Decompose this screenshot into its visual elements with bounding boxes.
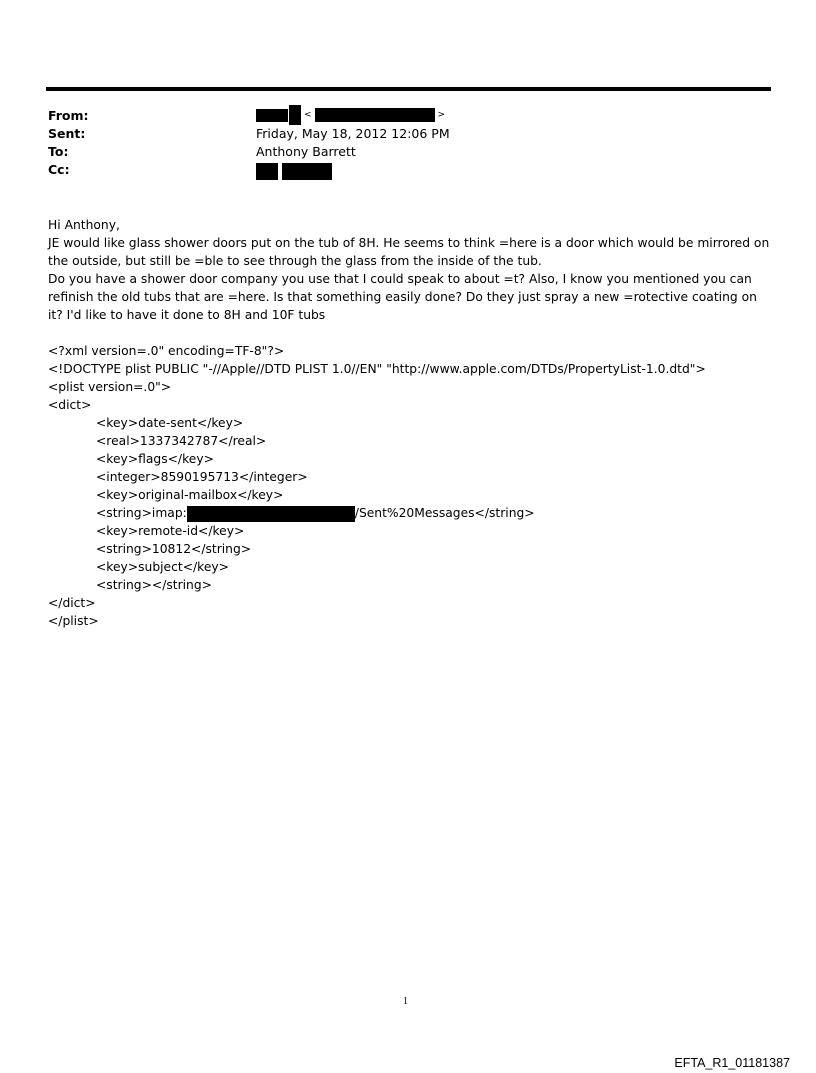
- plist-entry: <string></string>: [96, 578, 212, 592]
- to-label: To:: [48, 144, 69, 159]
- plist-doctype: <!DOCTYPE plist PUBLIC "-//Apple//DTD PLIST 1.0//EN" "http://www.apple.com/DTDs/PropertyList-1.0.dtd">: [48, 362, 706, 376]
- plist-entry: <string>10812</string>: [96, 542, 252, 556]
- plist-entry: <key>subject</key>: [96, 560, 229, 574]
- plist-entry: <key>original-mailbox</key>: [96, 488, 284, 502]
- bates-number: EFTA_R1_01181387: [674, 1056, 790, 1070]
- plist-entry: <key>remote-id</key>: [96, 524, 245, 538]
- plist-entry: <integer>8590195713</integer>: [96, 470, 308, 484]
- plist-close: </plist>: [48, 614, 99, 628]
- redaction-block: [282, 163, 332, 180]
- cc-label: Cc:: [48, 162, 70, 177]
- from-label: From:: [48, 108, 89, 123]
- message-paragraph: JE would like glass shower doors put on the tub of 8H. He seems to think =here is a door which would be mirrored on the outside, but still be =ble to see through the glass from the inside of the tub.: [48, 236, 770, 268]
- to-value: Anthony Barrett: [256, 144, 356, 159]
- sent-label: Sent:: [48, 126, 86, 141]
- plist-xml-declaration: <?xml version=.0" encoding=TF-8"?>: [48, 344, 285, 358]
- from-bracket-open: <: [304, 110, 312, 120]
- cc-value: [256, 162, 332, 180]
- header-rule: [46, 87, 771, 91]
- redaction-block: [256, 109, 288, 122]
- mailbox-prefix: <string>imap:: [96, 506, 187, 520]
- plist-open: <plist version=.0">: [48, 380, 172, 394]
- dict-close: </dict>: [48, 596, 96, 610]
- plist-entry: <key>flags</key>: [96, 452, 214, 466]
- from-bracket-close: >: [437, 110, 446, 120]
- redaction-block: [187, 506, 355, 522]
- redaction-block: [256, 163, 278, 180]
- page-number: 1: [403, 996, 408, 1007]
- from-value: [256, 105, 448, 125]
- message-paragraph: Do you have a shower door company you use that I could speak to about =t? Also, I know you mentioned you can refinish the old tubs that are =here. Is that something easily done? Do they just spray a new =rotective coating on it? I'd like to have it done to 8H and 10F tubs: [48, 272, 757, 322]
- redaction-block: [289, 105, 301, 125]
- plist-entry: <key>date-sent</key>: [96, 416, 244, 430]
- plist-entry-mailbox: [96, 504, 535, 522]
- plist-entry: <real>1337342787</real>: [96, 434, 267, 448]
- dict-open: <dict>: [48, 398, 92, 412]
- redaction-block: [315, 108, 435, 122]
- message-body: [48, 216, 773, 324]
- greeting: Hi Anthony,: [48, 218, 120, 232]
- sent-value: Friday, May 18, 2012 12:06 PM: [256, 126, 450, 141]
- mailbox-suffix: /Sent%20Messages</string>: [354, 506, 535, 520]
